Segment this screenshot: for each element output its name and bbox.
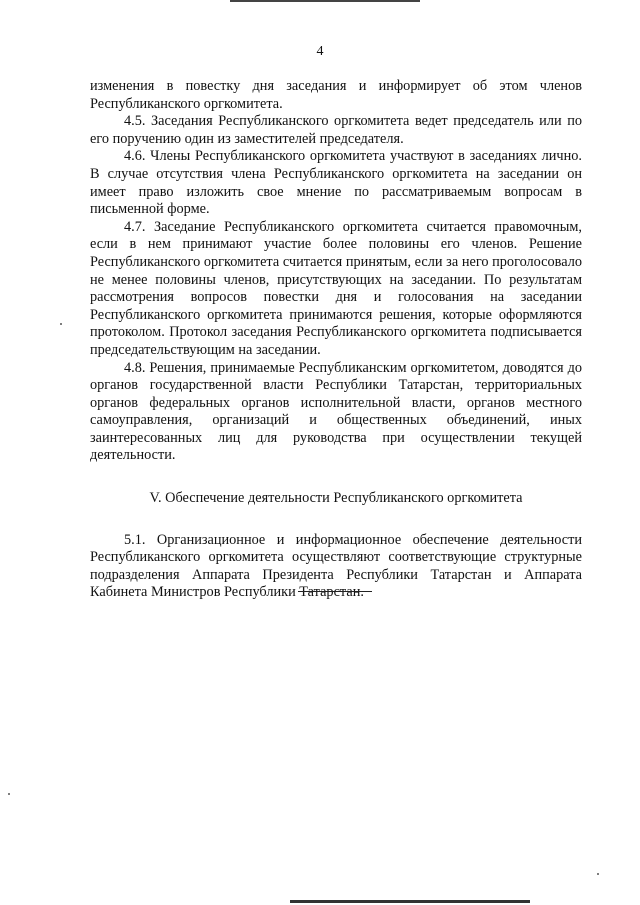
page-number: 4 xyxy=(316,44,324,59)
paragraph-4-6: 4.6. Члены Республиканского оргкомитета участвуют в заседаниях лично. В случае отсутствия члена Республиканского оргкомитета на заседании он имеет право изложить свое мнение по рассматриваемым вопросам в письменной форме. xyxy=(90,148,582,218)
paragraph-continuation: изменения в повестку дня заседания и информирует об этом членов Республиканского оргкомитета. xyxy=(90,78,582,112)
scan-edge-mark xyxy=(230,0,420,2)
scan-speck xyxy=(597,873,599,875)
scan-edge-mark xyxy=(290,900,530,903)
paragraph-4-5: 4.5. Заседания Республиканского оргкомитета ведет председатель или по его поручению один из заместителей председателя. xyxy=(90,113,582,147)
scan-speck xyxy=(8,793,10,795)
paragraph-5-1: 5.1. Организационное и информационное обеспечение деятельности Республиканского оргкомитета осуществляют соответствующие структурные подразделения Аппарата Президента Республики Татарстан и Аппарата Кабинета Министров Республики Татарстан. xyxy=(90,531,582,601)
closing-rule xyxy=(298,591,372,592)
section-title: V. Обеспечение деятельности Республиканского оргкомитета xyxy=(149,490,523,507)
scan-speck xyxy=(60,323,62,325)
paragraph-4-8: 4.8. Решения, принимаемые Республиканским оргкомитетом, доводятся до органов государственной власти Республики Татарстан, территориальных органов федеральных органов исполнительной власти, органов местного самоуправления, организаций и общественных объединений, иных заинтересованных лиц для руководства при осуществлении текущей деятельности. xyxy=(90,359,582,464)
paragraph-4-7: 4.7. Заседание Республиканского оргкомитета считается правомочным, если в нем принимают участие более половины его членов. Решение Республиканского оргкомитета считается принятым, если за него проголосовало не менее половины членов, присутствующих на заседании. По результатам рассмотрения вопросов повестки дня и голосования на заседании Республиканского оргкомитета принимаются решения, которые оформляются протоколом. Протокол заседания Республиканского оргкомитета подписывается председательствующим на заседании. xyxy=(90,218,582,358)
document-body xyxy=(90,78,582,602)
